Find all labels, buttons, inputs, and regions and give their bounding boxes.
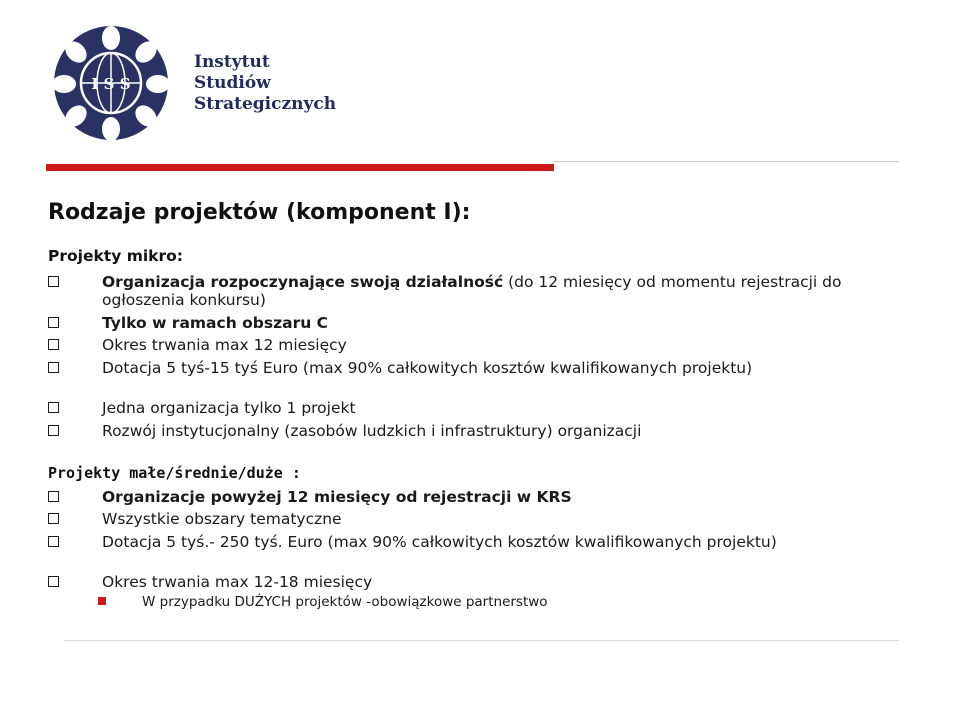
checkbox-bullet-icon [48,276,59,287]
logo-line-3: Strategicznych [194,94,337,114]
list-item [48,399,888,417]
header-divider-gray [554,161,899,162]
list-item-text: (do 12 miesięcy od momentu rejestracji do ogłoszenia konkursu) [102,273,842,309]
checkbox-bullet-icon [48,339,59,350]
checkbox-bullet-icon [48,491,59,502]
header-divider-red [46,164,554,171]
sub-list-item [98,594,548,610]
list-item-text: Okres trwania max 12-18 miesięcy [102,573,373,591]
list-item [48,533,888,551]
list-item-text: Dotacja 5 tyś.- 250 tyś. Euro (max 90% całkowitych kosztów kwalifikowanych projektu) [102,533,777,551]
list-item [48,422,888,440]
list-item-bold: Organizacje powyżej 12 miesięcy od rejestracji w KRS [102,488,572,506]
list-item [48,359,888,377]
list-item [48,314,888,332]
list-item [48,273,888,309]
checkbox-bullet-icon [48,576,59,587]
list-item-text: Dotacja 5 tyś-15 tyś Euro (max 90% całkowitych kosztów kwalifikowanych projektu) [102,359,753,377]
checkbox-bullet-icon [48,362,59,373]
section-header-mikro: Projekty mikro: [48,247,183,265]
logo-text [194,52,336,115]
list-item-bold: Tylko w ramach obszaru C [102,314,329,332]
logo-emblem-icon [50,24,172,142]
checkbox-bullet-icon [48,402,59,413]
list-item-text: Wszystkie obszary tematyczne [102,510,342,528]
logo-line-1: Instytut [194,52,270,72]
checkbox-bullet-icon [48,425,59,436]
logo-line-2: Studiów [194,73,271,93]
list-item-text: Okres trwania max 12 miesięcy [102,336,347,354]
list-item [48,336,888,354]
list-item-bold: Organizacja rozpoczynające swoją działalność [102,273,504,291]
sub-list-item-text: W przypadku DUŻYCH projektów -obowiązkowe partnerstwo [142,594,548,610]
checkbox-bullet-icon [48,513,59,524]
section-header-male: Projekty małe/średnie/duże : [48,464,301,482]
list-item [48,573,888,591]
square-bullet-icon [98,597,106,605]
list-item [48,510,888,528]
logo [46,22,406,144]
checkbox-bullet-icon [48,317,59,328]
footer-divider [64,640,899,641]
list-item-text: Rozwój instytucjonalny (zasobów ludzkich i infrastruktury) organizacji [102,422,642,440]
list-item [48,488,888,506]
page-title: Rodzaje projektów (komponent I): [48,200,471,225]
logo-emblem-text: I S S [91,75,131,93]
list-item-text: Jedna organizacja tylko 1 projekt [102,399,356,417]
checkbox-bullet-icon [48,536,59,547]
